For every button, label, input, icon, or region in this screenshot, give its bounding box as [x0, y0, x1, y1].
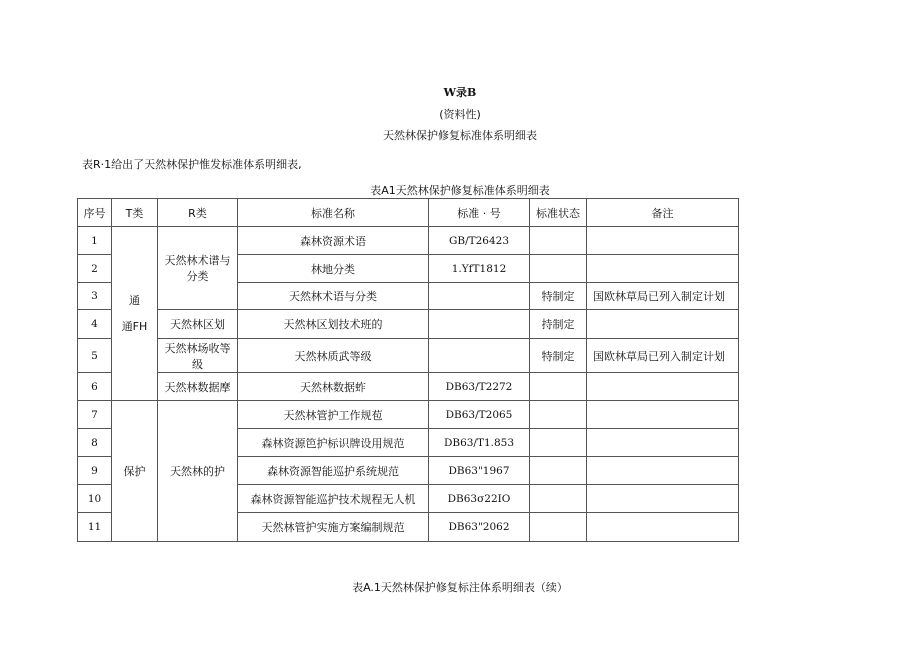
- cat1-line: 通FH: [121, 319, 148, 333]
- cell-note: 国欧林草局已列入制定计划: [587, 339, 739, 373]
- cell-name: 天然林术语与分类: [238, 283, 429, 310]
- cell-status: 特制定: [530, 339, 587, 373]
- cell-code: DB63/T2272: [429, 373, 530, 401]
- table-row: [78, 227, 739, 255]
- cell-name: 森林资源笆护标识牌设用规范: [238, 429, 429, 457]
- cell-status: [530, 373, 587, 401]
- table-row: [78, 373, 739, 401]
- cell-code: DB63σ22IO: [429, 485, 530, 513]
- cell-note: [587, 457, 739, 485]
- cell-code: DB63/T1.853: [429, 429, 530, 457]
- cell-code: 1.YfT1812: [429, 255, 530, 283]
- cell-name: 林地分类: [238, 255, 429, 283]
- header-cat1: T类: [112, 199, 158, 227]
- cell-name: 天然林管护实施方案编制规范: [238, 513, 429, 542]
- cell-status: [530, 513, 587, 542]
- cell-no: 10: [78, 485, 112, 513]
- cell-no: 9: [78, 457, 112, 485]
- cell-no: 7: [78, 401, 112, 429]
- cell-cat2: 天然林场收等级: [158, 339, 238, 373]
- cell-name: 天然林数据蚱: [238, 373, 429, 401]
- cell-cat1: [112, 227, 158, 401]
- table-row: [78, 401, 739, 429]
- cell-code: DB63"2062: [429, 513, 530, 542]
- cell-name: 森林资源智能巡护技术规程无人机: [238, 485, 429, 513]
- cell-code: GB/T26423: [429, 227, 530, 255]
- cell-status: [530, 401, 587, 429]
- cell-cat2: 天然林数据摩: [158, 373, 238, 401]
- table-caption: 表A1天然林保护修复标准体系明细表: [370, 184, 550, 197]
- cat1-line: 通: [129, 293, 140, 307]
- appendix-title: 天然林保护修复标准体系明细表: [383, 129, 537, 142]
- cell-note: [587, 485, 739, 513]
- cell-code: [429, 339, 530, 373]
- cell-no: 1: [78, 227, 112, 255]
- cell-code: [429, 283, 530, 310]
- cell-note: 国欧林草局已列入制定计划: [587, 283, 739, 310]
- cell-note: [587, 513, 739, 542]
- cell-status: [530, 429, 587, 457]
- cell-note: [587, 255, 739, 283]
- cell-name: 森林资源术语: [238, 227, 429, 255]
- cell-no: 2: [78, 255, 112, 283]
- cell-status: [530, 227, 587, 255]
- cell-no: 8: [78, 429, 112, 457]
- cell-no: 5: [78, 339, 112, 373]
- cell-status: [530, 485, 587, 513]
- intro-paragraph: 表R·1给出了天然林保护惟发标准体系明细表,: [82, 158, 302, 171]
- cell-status: [530, 255, 587, 283]
- header-status: 标准状态: [530, 199, 587, 227]
- cell-name: 天然林管护工作规苞: [238, 401, 429, 429]
- cell-no: 4: [78, 310, 112, 339]
- header-cat2: R类: [158, 199, 238, 227]
- header-name: 标准名称: [238, 199, 429, 227]
- cell-note: [587, 373, 739, 401]
- cell-code: DB63"1967: [429, 457, 530, 485]
- cell-status: 持制定: [530, 310, 587, 339]
- cell-code: [429, 310, 530, 339]
- table-row: [78, 339, 739, 373]
- table-row: [78, 310, 739, 339]
- cell-note: [587, 227, 739, 255]
- cell-name: 天然林区划技术班的: [238, 310, 429, 339]
- cell-no: 6: [78, 373, 112, 401]
- cell-code: DB63/T2065: [429, 401, 530, 429]
- cell-status: [530, 457, 587, 485]
- appendix-heading: W录B: [443, 86, 477, 99]
- cell-cat2: 天然林的护: [158, 401, 238, 542]
- header-no: 序号: [78, 199, 112, 227]
- cell-name: 天然林质武等级: [238, 339, 429, 373]
- header-code: 标准 · 号: [429, 199, 530, 227]
- header-note: 备注: [587, 199, 739, 227]
- cell-no: 11: [78, 513, 112, 542]
- cell-no: 3: [78, 283, 112, 310]
- table-header-row: [78, 199, 739, 227]
- cell-status: 特制定: [530, 283, 587, 310]
- cell-cat2: 天然林区划: [158, 310, 238, 339]
- standards-table: [77, 198, 739, 542]
- cell-cat1: 保护: [112, 401, 158, 542]
- cell-name: 森林资源智能巡护系统规范: [238, 457, 429, 485]
- appendix-subtitle: (资料性): [439, 108, 481, 121]
- cell-note: [587, 310, 739, 339]
- cell-note: [587, 401, 739, 429]
- table-caption-continued: 表A.1天然林保护修复标注体系明细表（续）: [352, 581, 568, 594]
- cell-note: [587, 429, 739, 457]
- cell-cat2: 天然林术谱与分类: [158, 227, 238, 310]
